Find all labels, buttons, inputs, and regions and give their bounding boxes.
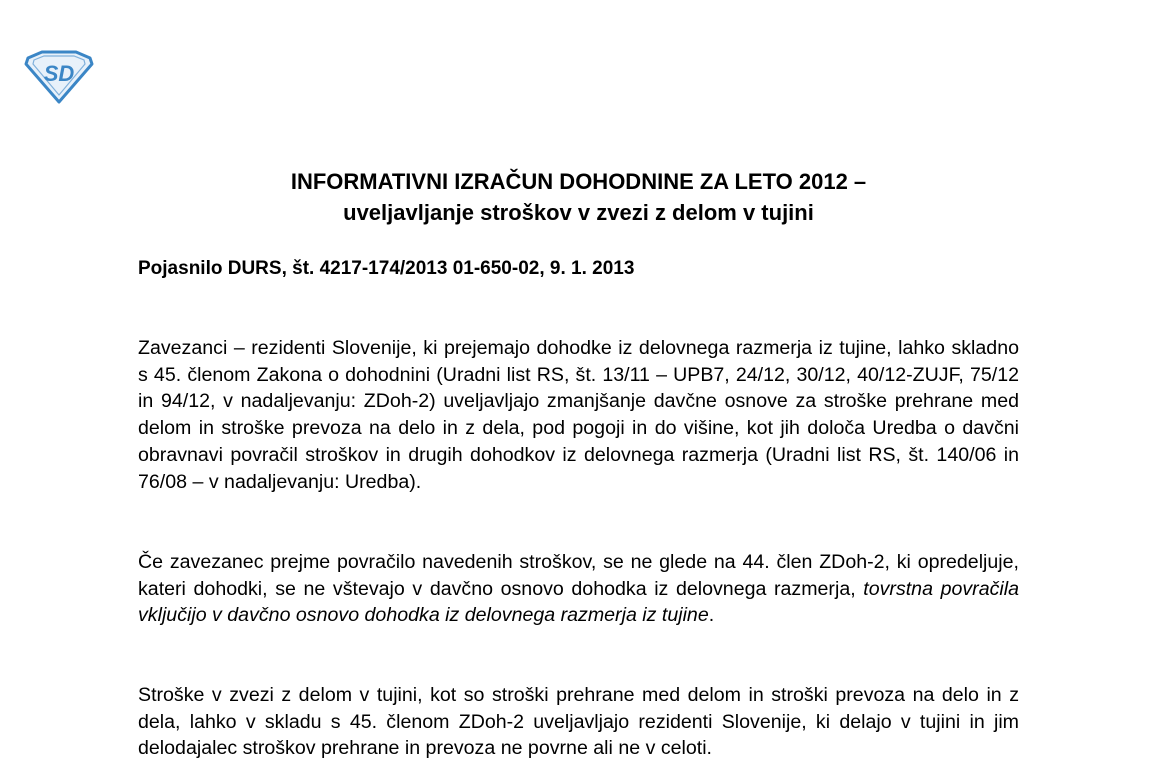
paragraph-2-end: . <box>708 604 715 627</box>
paragraph-3: Stroške v zvezi z delom v tujini, kot so stroški prehrane med delom in stroški prevoza na delo in z dela, lahko v skladu s 45. členom ZDoh-2 uveljavljajo rezidenti Slovenije, ki delajo v tujini in jim delodajalec stroškov prehrane in prevoza ne povrne ali ne v celoti. <box>138 684 1019 760</box>
sd-logo-letters: SD <box>43 61 75 86</box>
document-reference: Pojasnilo DURS, št. 4217-174/2013 01-650-02, 9. 1. 2013 <box>138 258 635 279</box>
document-title-line-2: uveljavljanje stroškov v zvezi z delom v tujini <box>343 200 814 225</box>
paragraph-1: Zavezanci – rezidenti Slovenije, ki prejemajo dohodke iz delovnega razmerja iz tujine, lahko skladno s 45. členom Zakona o dohodnini (Uradni list RS, št. 13/11 – UPB7, 24/12, 30/12, 40/12-ZUJF, 75/12 in 94/12, v nadaljevanju: ZDoh-2) uveljavljajo zmanjšanje davčne osnove za stroške prehrane med delom in stroške prevoza na delo in z dela, pod pogoji in do višine, kot jih določa Uredba o davčni obravnavi povračil stroškov in drugih dohodkov iz delovnega razmerja (Uradni list RS, št. 140/06 in 76/08 – v nadaljevanju: Uredba). <box>138 337 1019 493</box>
paragraph-2 <box>138 549 1019 629</box>
paragraph-2-emphasis: tovrstna povračila vključijo v davčno osnovo dohodka iz delovnega razmerja iz tujine <box>138 577 1020 627</box>
sd-logo-icon <box>22 50 96 104</box>
paragraph-2-text: Če zavezanec prejme povračilo navedenih stroškov, se ne glede na 44. člen ZDoh-2, ki opredeljuje, kateri dohodki, se ne vštevajo v davčno osnovo dohodka iz delovnega razmerja, <box>138 551 1019 600</box>
document-title-line-1: INFORMATIVNI IZRAČUN DOHODNINE ZA LETO 2012 – <box>290 169 867 194</box>
